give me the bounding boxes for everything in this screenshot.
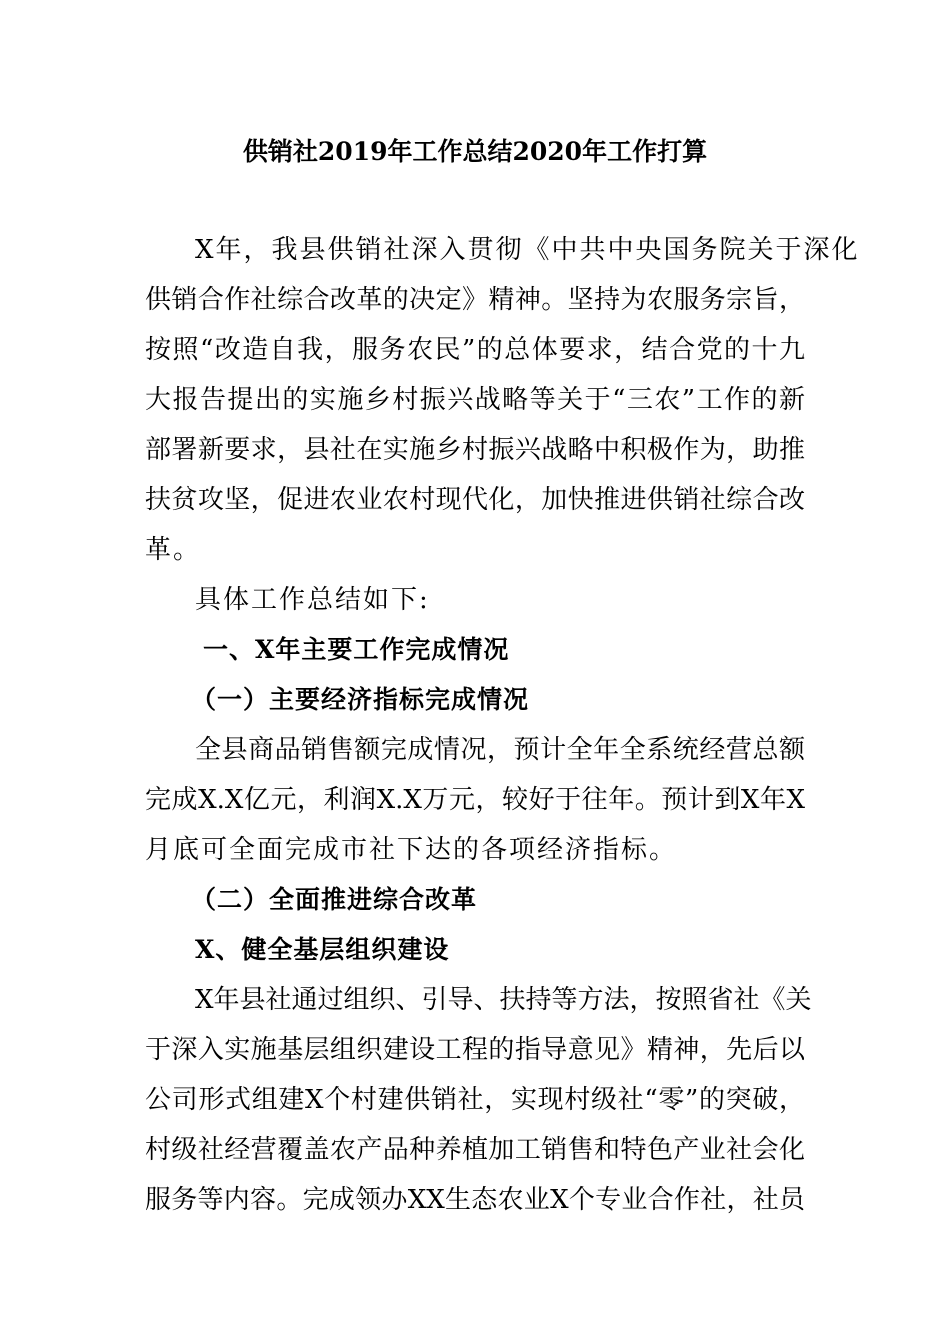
paragraph-line: 公司形式组建X个村建供销社，实现村级社“零”的突破， [145, 1085, 805, 1115]
paragraph-line: 于深入实施基层组织建设工程的指导意见》精神，先后以 [145, 1035, 805, 1065]
subsection-heading: （一）主要经济指标完成情况 [191, 685, 530, 714]
paragraph-line: 服务等内容。完成领办XX生态农业X个专业合作社，社员 [145, 1185, 805, 1215]
paragraph-line: 按照“改造自我，服务农民”的总体要求，结合党的十九 [145, 335, 805, 365]
section-heading: 一、X年主要工作完成情况 [203, 635, 510, 664]
document-title: 供销社2019年工作总结2020年工作打算 [242, 137, 708, 166]
paragraph-line: 革。 [145, 535, 202, 565]
paragraph-line: 月底可全面完成市社下达的各项经济指标。 [145, 835, 678, 865]
paragraph-line: X年县社通过组织、引导、扶持等方法，按照省社《关 [195, 985, 812, 1015]
paragraph-line: 扶贫攻坚，促进农业农村现代化，加快推进供销社综合改 [145, 485, 805, 515]
paragraph-line: 完成X.X亿元，利润X.X万元，较好于往年。预计到X年X [145, 785, 805, 815]
summary-lead: 具体工作总结如下: [195, 585, 430, 615]
paragraph-line: 村级社经营覆盖农产品种养植加工销售和特色产业社会化 [145, 1135, 805, 1165]
item-heading: X、健全基层组织建设 [195, 935, 450, 964]
paragraph-line: 大报告提出的实施乡村振兴战略等关于“三农”工作的新 [145, 385, 805, 415]
paragraph-line: 供销合作社综合改革的决定》精神。坚持为农服务宗旨， [145, 285, 805, 315]
subsection-heading: （二）全面推进综合改革 [191, 885, 478, 914]
paragraph-line: X年，我县供销社深入贯彻《中共中央国务院关于深化 [195, 235, 860, 265]
paragraph-line: 部署新要求，县社在实施乡村振兴战略中积极作为，助推 [145, 435, 805, 465]
paragraph-line: 全县商品销售额完成情况，预计全年全系统经营总额 [195, 735, 805, 765]
